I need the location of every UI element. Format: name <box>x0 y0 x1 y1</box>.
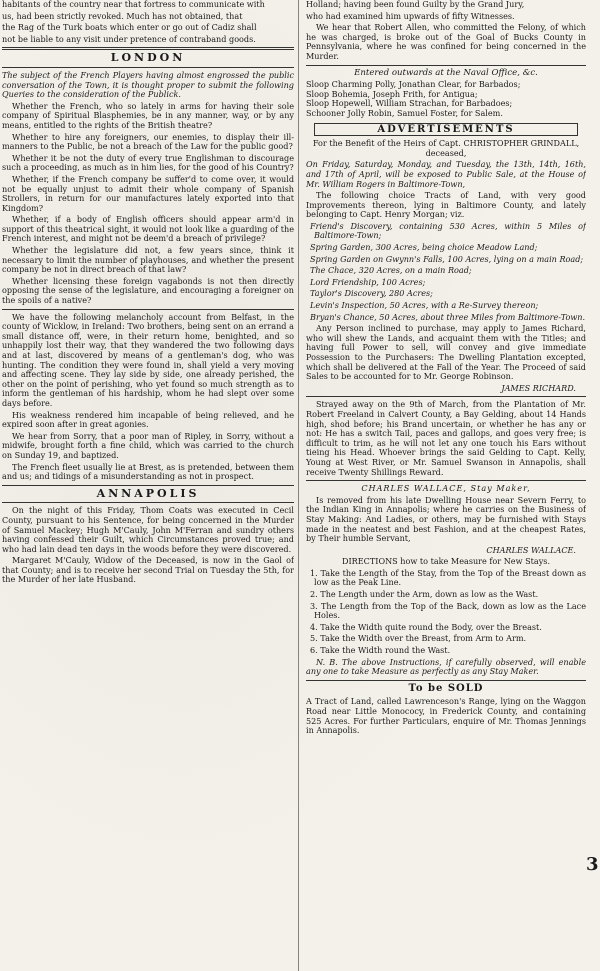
continued-line-2: us, had been strictly revoked. Much has not obtained, that <box>2 10 243 21</box>
news-item-2: His weakness rendered him incapable of being relieved, and he expired soon after in great agonies. <box>2 409 294 430</box>
continued-line-1: habitants of the country near that fortress to communicate with <box>2 0 265 9</box>
ad1-tract-3: Spring Garden on Gwynn's Falls, 100 Acres, lying on a main Road; <box>310 253 584 264</box>
ad3-signature: CHARLES WALLACE. <box>486 544 576 555</box>
ship-entry-2: Sloop Bohemia, Joseph Frith, for Antigua; <box>306 88 478 99</box>
ad2-stray-notice: Strayed away on the 9th of March, from the Plantation of Mr. Robert Freeland in Calvert County, a Bay Gelding, about 14 Hands high, shod before; his Brand uncertain, or whether he has any or not: He has a switch Tail, paces and gallops, and goes very free; is difficult to trim, as he will not let any one touch his Ears without tieing his Head. Whoever brings the said Gelding to Capt. Kelly, Young at West River, or Mr. Samuel Swanson in Annapolis, shall receive Twenty Shillings Reward. <box>306 399 586 477</box>
ad3-direction-5: 5. Take the Width over the Breast, from Arm to Arm. <box>310 633 527 644</box>
ship-entry-4: Schooner Jolly Robin, Samuel Foster, for Salem. <box>306 107 503 118</box>
ad3-body: Is removed from his late Dwelling House near Severn Ferry, to the Indian King in Annapolis; where he carries on the Business of Stay Making: And Ladies, or others, may be furnished with Stays made in the neatest and best Fashion, and at the cheapest Rates, by Their humble Servant, <box>306 494 586 544</box>
rule <box>2 502 294 503</box>
right-column <box>306 0 586 971</box>
annapolis-heading: ANNAPOLIS <box>96 486 200 500</box>
query-4: Whether, if the French company be suffer'd to come over, it would not be equally unjust to admit their whole company of Spanish Strollers, in return for our manufactures lately exported into that Kingdom? <box>2 173 294 213</box>
annapolis-item-2: Margaret M'Cauly, Widow of the Deceased, is now in the Gaol of that County; and is to receive her second Trial on Tuesday the 5th, for the Murder of her late Husband. <box>2 555 294 585</box>
ad1-signature: JAMES RICHARD. <box>501 382 576 393</box>
page-number: 3 <box>586 854 599 875</box>
section-rule <box>2 47 294 50</box>
rule <box>306 680 586 681</box>
ad1-body: The following choice Tracts of Land, with very good Improvements thereon, lying in Baltimore County, and lately belonging to Capt. Henry Morgan; viz. <box>306 190 586 220</box>
ad1-tract-8: Bryan's Chance, 50 Acres, about three Miles from Baltimore-Town. <box>310 311 586 322</box>
column-divider <box>298 0 299 971</box>
rule <box>2 67 294 68</box>
ad1-sale: On Friday, Saturday, Monday, and Tuesday, the 13th, 14th, 16th, and 17th of April, will be exposed to Public Sale, at the House of Mr. William Rogers in Baltimore-Town, <box>306 159 586 189</box>
advertisements-heading: ADVERTISEMENTS <box>314 123 578 137</box>
continued-line-4: not be liable to any visit under pretence of contraband goods. <box>2 33 256 44</box>
london-intro: The subject of the French Players having almost engrossed the public conversation of the Town, it is thought proper to submit the following Queries to the consideration of the Publick. <box>2 69 294 100</box>
ad3-direction-3: 3. The Length from the Top of the Back, down as low as the Lace Holes. <box>310 600 586 621</box>
ad1-tract-1: Friend's Discovery, containing 530 Acres, within 5 Miles of Baltimore-Town; <box>310 220 586 241</box>
ad1-tract-5: Lord Friendship, 100 Acres; <box>310 276 426 287</box>
rule <box>2 485 294 486</box>
news-item-3: We hear from Sorry, that a poor man of Ripley, in Sorry, without a midwife, brought forth a fine child, which was carried to the church on Sunday 19, and baptized. <box>2 430 294 460</box>
ad4-heading: To be SOLD <box>408 682 484 694</box>
ship-entry-1: Sloop Charming Polly, Jonathan Clear, for Barbados; <box>306 79 521 90</box>
ad3-directions-title: DIRECTIONS how to take Measure for New Stays. <box>341 556 551 567</box>
rule <box>306 396 586 397</box>
ad1-tract-4: The Chace, 320 Acres, on a main Road; <box>310 265 472 276</box>
continued-line-3: the Rag of the Turk boats which enter or go out of Cadiz shall <box>2 22 257 33</box>
ad3-direction-4: 4. Take the Width quite round the Body, over the Breast. <box>310 621 542 632</box>
news-item-4: The French fleet usually lie at Brest, as is pretended, between them and us; and tidings of a misunderstanding as not in prospect. <box>2 461 294 482</box>
ad3-direction-2: 2. The Length under the Arm, down as low as the Wast. <box>310 589 539 600</box>
rule <box>2 309 294 310</box>
ship-entry-3: Sloop Hopewell, William Strachan, for Barbadoes; <box>306 98 513 109</box>
query-7: Whether licensing these foreign vagabonds is not then directly opposing the sense of the legislature, and encouraging a foreigner on the spoils of a native? <box>2 275 294 306</box>
ad4-body: A Tract of Land, called Lawrenceson's Range, lying on the Waggon Road near Little Monococy, in Frederick County, and containing 525 Acres. For further Particulars, enquire of Mr. Thomas Jennings in Annapolis. <box>306 696 586 736</box>
port-heading: Entered outwards at the Naval Office, &c. <box>354 67 538 78</box>
query-5: Whether, if a body of English officers should appear arm'd in support of this theatrical sight, it would not look like a guarding of the French interest, and might not be deem'd a breach of privilege? <box>2 214 294 244</box>
query-3: Whether it be not the duty of every true Englishman to discourage such a proceeding, as much as in him lies, for the good of his Country? <box>2 152 294 173</box>
rule <box>306 65 586 66</box>
ad1-terms: Any Person inclined to purchase, may apply to James Richard, who will shew the Lands, and acquaint them with the Titles; and having full Power to sell, will convey and give immediate Possession to the Purchasers: The Dwelling Plantation excepted, which shall be delivered at the Fall of the Year. The Proceed of said Sales to be accounted for to Mr. George Robinson. <box>306 323 586 382</box>
ad1-tract-6: Taylor's Discovery, 280 Acres; <box>310 288 433 299</box>
ad3-title: CHARLES WALLACE, Stay Maker, <box>361 483 531 494</box>
ad3-direction-6: 6. Take the Width round the Wast. <box>310 645 451 656</box>
continued-line-2: who had examined him upwards of fifty Witnesses. <box>306 10 515 21</box>
rule <box>306 480 586 481</box>
continued-line-1: Holland; having been found Guilty by the Grand Jury, <box>306 0 525 9</box>
query-2: Whether to hire any foreigners, our enemies, to display their ill-manners to the Public, be not a breach of the Law for the public good? <box>2 131 294 152</box>
annapolis-item-1: On the night of this Friday, Thom Coats was executed in Cecil County, pursuant to his Sentence, for being concerned in the Murder of Samuel Mackey; Hugh M'Cauly, John M'Ferran and sundry others having confessed their Guilt, which Circumstances proved true; and who had lain dead ten days in the woods before they were discovered. <box>2 505 294 554</box>
london-heading: LONDON <box>110 51 186 65</box>
ad1-tract-7: Levin's Inspection, 50 Acres, with a Re-Survey thereon; <box>310 300 539 311</box>
news-item-1: We have the following melancholy account from Belfast, in the county of Wicklow, in Ireland: Two brothers, being sent on an errand a small distance off, were, in their return home, benighted, and so unhappily lost their way, that they wandered the two following days and at last, discovered by means of a gentleman's dog, who was hunting. The condition they were found in, shall yield a very moving and affecting scene. They lay side by side, one already perished, the other on the point of perishing, who yet found so much strength as to inform the gentleman of his hardship, whom he had slept over some days before. <box>2 311 294 408</box>
ad3-direction-1: 1. Take the Length of the Stay, from the Top of the Breast down as low as the Peak Line. <box>310 567 586 588</box>
news-item-a: We hear that Robert Allen, who committed the Felony, of which he was charged, is broke out of the Goal of Bucks County in Pennsylvania, where he was confined for being concerned in the Murder. <box>306 22 586 61</box>
query-6: Whether the legislature did not, a few years since, think it necessary to limit the number of playhouses, and whether the present company be not in direct breach of that law? <box>2 245 294 275</box>
ad3-nota-bene: N. B. The above Instructions, if carefully observed, will enable any one to take Measure as perfectly as any Stay Maker. <box>306 656 586 677</box>
ad1-title: For the Benefit of the Heirs of Capt. CHRISTOPHER GRINDALL, deceased, <box>312 138 580 158</box>
query-1: Whether the French, who so lately in arms for having their sole company of Spiritual Blasphemies, be in any manner, way, or by any means, entitled to the rights of the British theatre? <box>2 100 294 130</box>
left-column <box>2 0 294 971</box>
ad1-tract-2: Spring Garden, 300 Acres, being choice Meadow Land; <box>310 242 538 253</box>
